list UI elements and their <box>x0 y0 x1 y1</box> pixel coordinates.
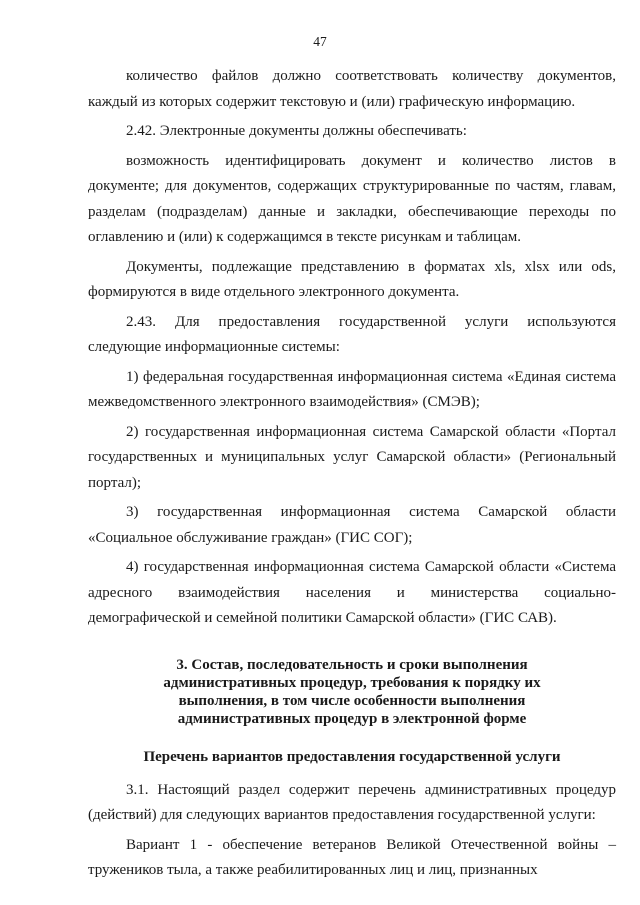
list-item-regional-portal: 2) государственная информационная система Самарской области «Портал государственных и муниципальных услуг Самарской области» (Региональный портал); <box>88 423 616 491</box>
paragraph-files-count: количество файлов должно соответствовать количеству документов, каждый из которых содержит текстовую и (или) графическую информацию. <box>88 68 616 110</box>
paragraph-xls-formats: Документы, подлежащие представлению в форматах xls, xlsx или ods, формируются в виде отдельного электронного документа. <box>88 258 616 300</box>
section-heading-line: 3. Состав, последовательность и сроки выполнения <box>176 656 528 673</box>
document-body <box>88 64 616 888</box>
paragraph-3-1: 3.1. Настоящий раздел содержит перечень административных процедур (действий) для следующих вариантов предоставления государственной услуги: <box>88 781 616 823</box>
section-heading-line: административных процедур в электронной форме <box>177 710 527 727</box>
section-heading-line: административных процедур, требования к порядку их <box>163 674 541 691</box>
paragraph-identify-document: возможность идентифицировать документ и количество листов в документе; для документов, содержащих структурированные по частям, главам, разделам (подразделам) данные и закладки, обеспечивающие переходы по оглавлению и (или) к содержащимся в тексте рисункам и таблицам. <box>88 152 616 245</box>
paragraph-2-42: 2.42. Электронные документы должны обеспечивать: <box>126 123 467 139</box>
sub-heading: Перечень вариантов предоставления государственной услуги <box>143 748 561 765</box>
page-number: 47 <box>313 34 327 49</box>
paragraph-2-43: 2.43. Для предоставления государственной услуги используются следующие информационные системы: <box>88 313 616 355</box>
list-item-smev: 1) федеральная государственная информационная система «Единая система межведомственного электронного взаимодействия» (СМЭВ); <box>88 368 616 410</box>
paragraph-variant-1: Вариант 1 - обеспечение ветеранов Великой Отечественной войны – тружеников тыла, а также реабилитированных лиц и лиц, признанных <box>88 836 616 878</box>
section-heading-line: выполнения, в том числе особенности выполнения <box>178 692 526 709</box>
section-heading <box>88 656 616 728</box>
list-item-gis-sog: 3) государственная информационная система Самарской области «Социальное обслуживание граждан» (ГИС СОГ); <box>88 504 616 546</box>
list-item-gis-sav: 4) государственная информационная система Самарской области «Система адресного взаимодействия населения и министерства социально-демографической и семейной политики Самарской области» (ГИС САВ). <box>88 559 616 626</box>
